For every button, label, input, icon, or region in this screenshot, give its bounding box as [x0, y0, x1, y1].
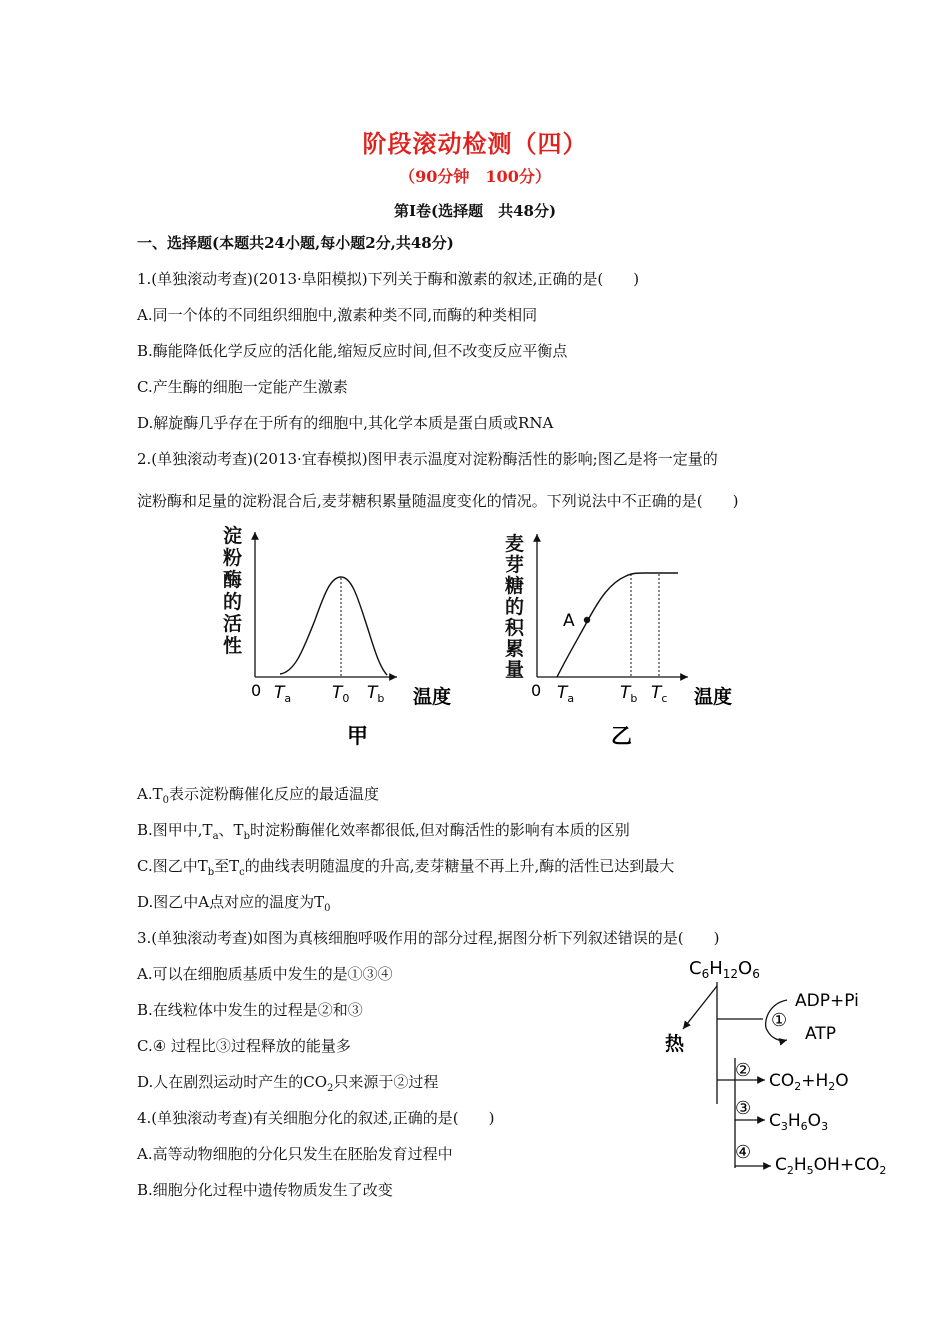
atp-label: ATP — [805, 1024, 836, 1044]
q1-option-c: C.产生酶的细胞一定能产生激素 — [137, 378, 348, 396]
q3-option-b: B.在线粒体中发生的过程是②和③ — [137, 1001, 363, 1019]
respiration-diagram — [655, 952, 905, 1182]
yi-ylabel-char: 芽 — [505, 554, 525, 576]
yi-ylabel-char: 量 — [505, 659, 525, 681]
volume-heading: 第Ⅰ卷(选择题 共48分) — [393, 202, 557, 220]
q2-option-d: D.图乙中A点对应的温度为$T_0$ — [137, 893, 331, 914]
yi-curve — [557, 573, 678, 677]
product-2: $CO_2+H_2O$ — [769, 1071, 849, 1093]
yi-xlabel: 温度 — [694, 686, 733, 708]
q1-stem: 1.(单独滚动考查)(2013·阜阳模拟)下列关于酶和激素的叙述,正确的是( ) — [137, 270, 640, 288]
q3-option-c: C.④ 过程比③过程释放的能量多 — [137, 1037, 351, 1055]
yi-point-label: A — [563, 611, 575, 631]
jia-ylabel-char: 活 — [223, 613, 243, 635]
q2-option-a: $A.T_0$表示淀粉酶催化反应的最适温度 — [137, 785, 379, 806]
jia-curve — [280, 577, 387, 675]
yi-caption: 乙 — [611, 724, 632, 748]
q1-option-a: A.同一个体的不同组织细胞中,激素种类不同,而酶的种类相同 — [137, 306, 538, 324]
q2-stem-line2: 淀粉酶和足量的淀粉混合后,麦芽糖积累量随温度变化的情况。下列说法中不正确的是( ) — [137, 492, 739, 510]
yi-ylabel-char: 麦 — [505, 533, 525, 555]
jia-ylabel-char: 的 — [223, 591, 243, 613]
yi-tick-tc: $T_c$ — [651, 683, 668, 705]
q3-option-d: D.人在剧烈运动时产生的$CO_2$只来源于②过程 — [137, 1073, 439, 1094]
q4-option-b: B.细胞分化过程中遗传物质发生了改变 — [137, 1181, 393, 1199]
q2-option-b: B.图甲中$,T_a$、$T_b$时淀粉酶催化效率都很低,但对酶活性的影响有本质的区别 — [137, 821, 630, 842]
q4-stem: 4.(单独滚动考查)有关细胞分化的叙述,正确的是( ) — [137, 1109, 495, 1127]
adp-label: ADP+Pi — [795, 991, 859, 1011]
yi-point-a — [584, 617, 590, 623]
jia-ylabel-char: 淀 — [223, 525, 243, 547]
jia-ylabel-char: 性 — [223, 635, 243, 657]
page-subtitle: （90分钟 100分） — [399, 167, 551, 186]
step-1-label: ① — [771, 1010, 788, 1031]
yi-origin: 0 — [531, 681, 542, 700]
product-3: $C_3H_6O_3$ — [769, 1111, 829, 1133]
q2-option-c: C.图乙中$T_b$至$T_c$的曲线表明随温度的升高,麦芽糖量不再上升,酶的活性已达到最大 — [137, 857, 675, 878]
glucose-label: $C_6H_{12}O_6$ — [689, 958, 760, 981]
yi-ylabel-char: 积 — [505, 617, 525, 639]
q1-option-d: D.解旋酶几乎存在于所有的细胞中,其化学本质是蛋白质或RNA — [137, 414, 554, 432]
q3-stem: 3.(单独滚动考查)如图为真核细胞呼吸作用的部分过程,据图分析下列叙述错误的是( ) — [137, 929, 720, 947]
step-3-label: ③ — [735, 1098, 752, 1119]
yi-ylabel — [505, 533, 525, 681]
jia-ylabel — [222, 524, 242, 657]
q3-option-a: A.可以在细胞质基质中发生的是①③④ — [137, 965, 393, 983]
q2-stem-line1: 2.(单独滚动考查)(2013·宜春模拟)图甲表示温度对淀粉酶活性的影响;图乙是将一定量的 — [137, 450, 718, 468]
chart-yi — [500, 520, 760, 755]
yi-tick-ta: $T_a$ — [557, 683, 575, 705]
yi-ylabel-char: 累 — [505, 638, 525, 660]
step-2-label: ② — [735, 1060, 752, 1081]
section-heading: 一、选择题(本题共24小题,每小题2分,共48分) — [137, 234, 454, 252]
heat-arrow — [683, 986, 717, 1029]
yi-ylabel-char: 糖 — [505, 575, 525, 597]
yi-tick-tb: $T_b$ — [620, 683, 638, 705]
jia-tick-t0: $T_0$ — [332, 683, 350, 705]
jia-xlabel: 温度 — [413, 686, 452, 708]
q1-option-b: B.酶能降低化学反应的活化能,缩短反应时间,但不改变反应平衡点 — [137, 342, 568, 360]
jia-tick-tb: $T_b$ — [367, 683, 385, 705]
chart-jia — [215, 520, 470, 755]
jia-ylabel-char: 粉 — [223, 547, 243, 569]
step-4-label: ④ — [735, 1142, 752, 1163]
jia-ylabel-char: 酶 — [223, 569, 243, 591]
q4-option-a: A.高等动物细胞的分化只发生在胚胎发育过程中 — [137, 1145, 453, 1163]
page-title: 阶段滚动检测（四） — [362, 129, 588, 158]
jia-origin: 0 — [251, 681, 262, 700]
jia-tick-ta: $T_a$ — [274, 683, 292, 705]
yi-ylabel-char: 的 — [505, 596, 525, 618]
product-4: $C_2H_5OH+CO_2$ — [775, 1155, 887, 1177]
heat-label: 热 — [665, 1033, 685, 1055]
jia-caption: 甲 — [347, 724, 368, 748]
